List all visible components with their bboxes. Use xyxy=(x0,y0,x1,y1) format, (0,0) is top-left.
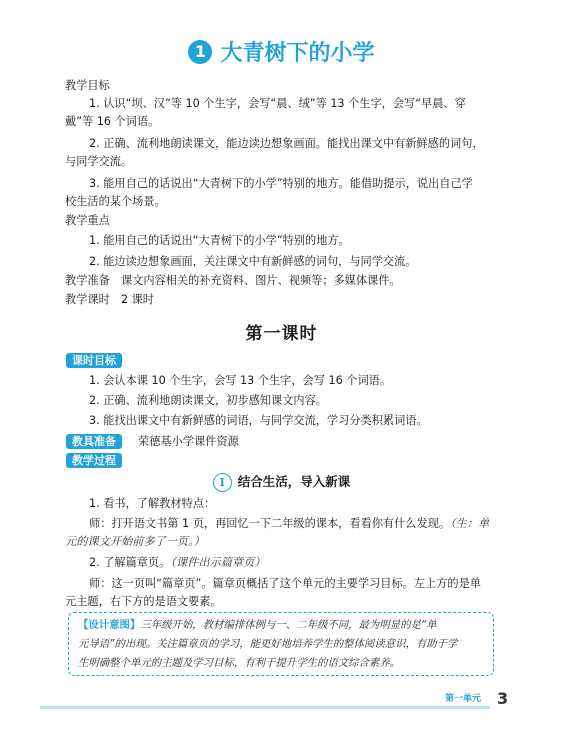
objective-line: 1. 认识“坝、汉”等 10 个生字，会写“晨、绒”等 13 个生字，会写“早晨、穿 xyxy=(89,97,466,110)
lesson-title xyxy=(0,36,563,67)
teacher-line xyxy=(89,516,500,532)
teacher-line: 师：这一页叫“篇章页”。篇章页概括了这个单元的主要学习目标。左上方的是单 xyxy=(89,577,481,590)
step-one: 1. 看书，了解教材特点： xyxy=(89,497,216,510)
step-two xyxy=(89,555,500,571)
goal-line: 3. 能找出课文中有新鲜感的词语，与同学交流，学习分类积累词语。 xyxy=(89,414,428,427)
lesson-title-text: 大青树下的小学 xyxy=(220,41,375,66)
objective-line: 与同学交流。 xyxy=(65,155,133,168)
student-answer-cont: 元的课文开始前多了一页。） xyxy=(65,535,205,548)
page-number: 3 xyxy=(497,689,509,708)
goal-line: 2. 正确、流利地朗读课文，初步感知课文内容。 xyxy=(89,394,327,407)
footer-rule xyxy=(40,706,490,709)
step-two-text: 2. 了解篇章页。 xyxy=(89,556,171,569)
tools-text: 荣德基小学课件资源 xyxy=(138,435,239,448)
teacher-line-text: 师：打开语文书第 1 页，再回忆一下二年级的课本，看看你有什么发现。 xyxy=(89,517,451,530)
teaching-preparation: 教学准备 课文内容相关的补充资料、图片、视频等；多媒体课件。 xyxy=(65,274,401,287)
tools-tag: 教具准备 xyxy=(66,434,122,449)
section-heading xyxy=(0,472,563,492)
page-footer xyxy=(0,687,563,717)
design-intent-line xyxy=(78,617,484,633)
section-title: 结合生活，导入新课 xyxy=(237,474,351,489)
lesson-number-badge: 1 xyxy=(188,40,212,64)
key-points-heading: 教学重点 xyxy=(65,214,110,227)
key-point-line: 1. 能用自己的话说出“大青树下的小学”特别的地方。 xyxy=(89,234,350,247)
objective-line: 2. 正确、流利地朗读课文，能边读边想象画面。能找出课文中有新鲜感的词句， xyxy=(89,137,484,150)
period-title: 第一课时 xyxy=(245,324,318,344)
objective-line: 3. 能用自己的话说出“大青树下的小学”特别的地方。能借助提示，说出自己学 xyxy=(89,177,473,190)
objectives-heading: 教学目标 xyxy=(65,79,110,92)
design-intent-label: 【设计意图】 xyxy=(78,619,141,631)
key-point-line: 2. 能边读边想象画面，关注课文中有新鲜感的词句，与同学交流。 xyxy=(89,255,417,268)
objective-line: 戴”等 16 个词语。 xyxy=(65,115,160,128)
process-tag: 教学过程 xyxy=(66,453,122,468)
design-intent-line: 生明确整个单元的主题及学习目标，有利于提升学生的语文综合素养。 xyxy=(78,657,401,669)
section-numeral-badge: I xyxy=(213,473,232,492)
goals-tag: 课时目标 xyxy=(66,353,122,368)
design-intent-line: 元导语”的出现。关注篇章页的学习，能更好地培养学生的整体阅读意识，有助于学 xyxy=(78,638,458,650)
teacher-line-cont: 元主题，右下方的是语文要素。 xyxy=(65,595,222,608)
teaching-periods: 教学课时 2 课时 xyxy=(65,293,154,306)
footer-unit-label: 第一单元 xyxy=(445,694,482,704)
design-intent-text: 三年级开始，教材编排体例与一、二年级不同，最为明显的是“单 xyxy=(140,619,437,631)
step-two-note: （课件出示篇章页） xyxy=(170,556,266,569)
objective-line: 校生活的某个场景。 xyxy=(65,195,166,208)
student-answer: （生：单 xyxy=(450,517,490,530)
goal-line: 1. 会认本课 10 个生字，会写 13 个生字，会写 16 个词语。 xyxy=(89,374,392,387)
